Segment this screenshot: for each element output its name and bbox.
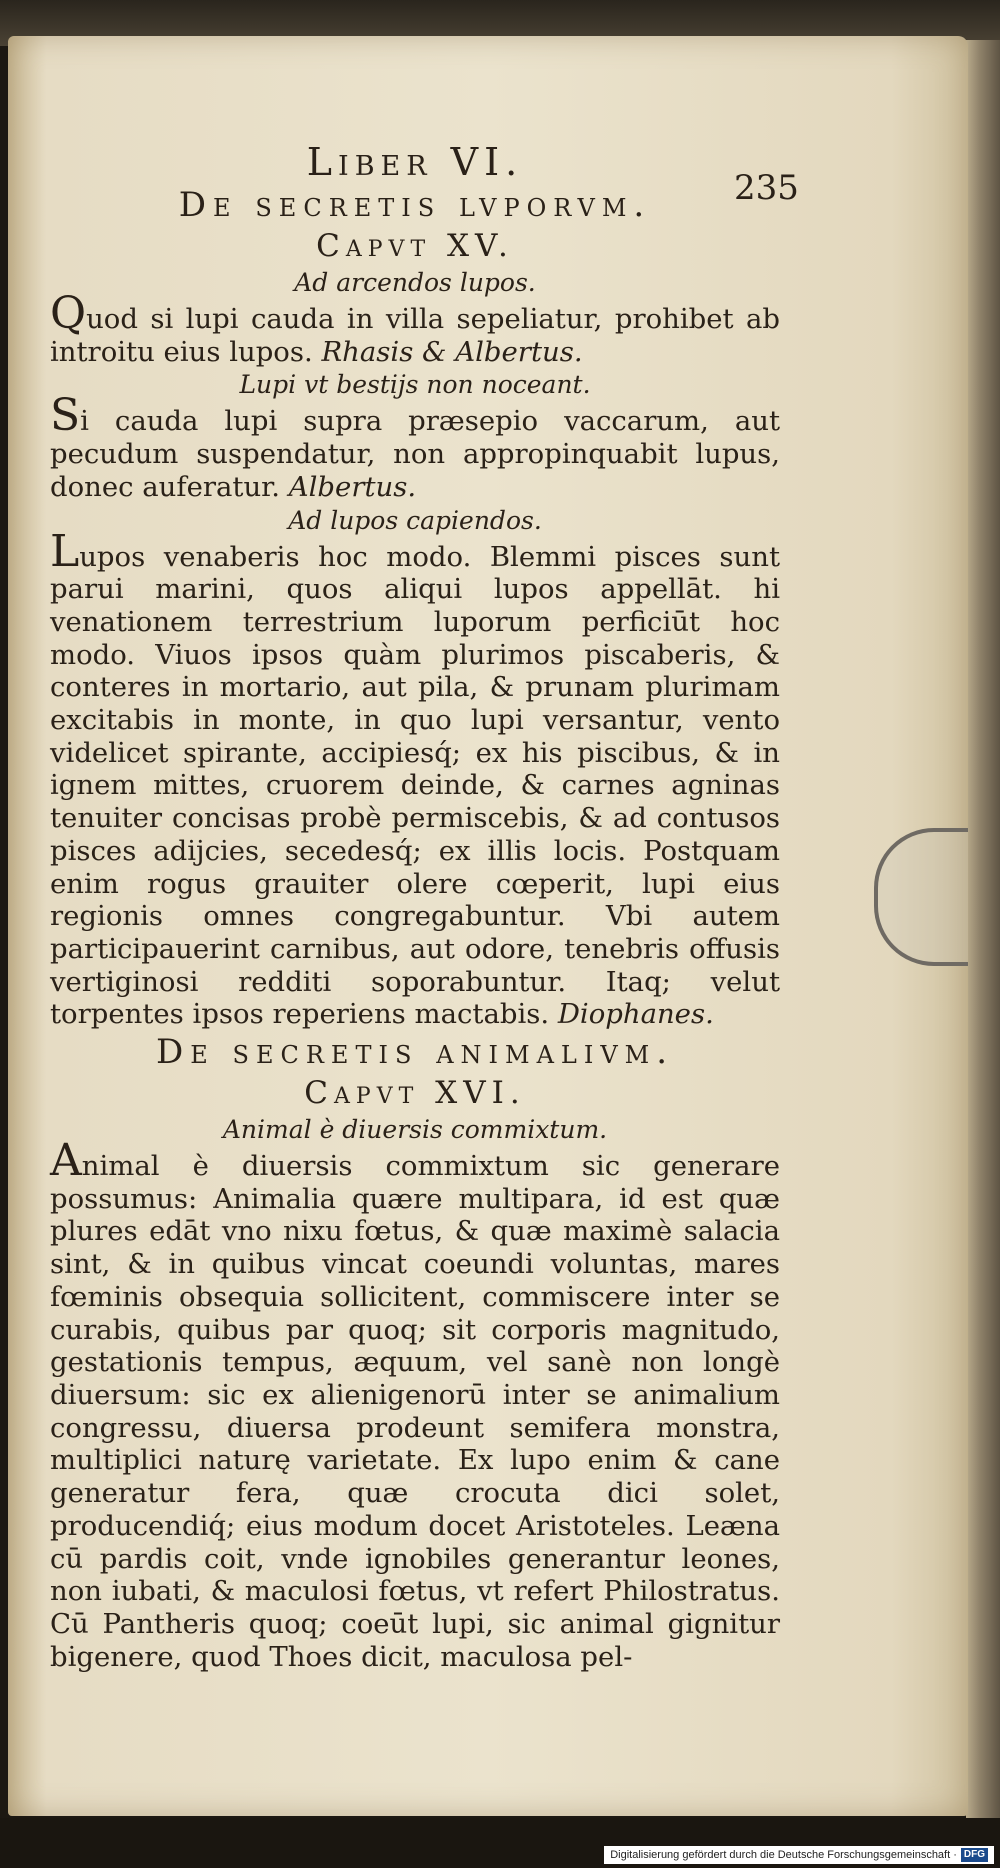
section-title-animals: De secretis animalivm. — [155, 1032, 675, 1073]
rubric-ad-arcendos: Ad arcendos lupos. — [294, 268, 536, 297]
initial-letter: S — [50, 390, 81, 442]
paragraph-text: i cauda lupi supra præsepio vaccarum, aut pecudum suspendatur, non appropinquabit lupus, donec auferatur. — [50, 405, 780, 503]
page-clip — [874, 828, 968, 966]
rubric-animal-commixtum: Animal è diuersis commixtum. — [222, 1115, 608, 1145]
paragraph-text: nimal è diuersis commixtum sic generare possumus: Animalia quære multipara, id est quæ plures edāt vno nixu fœtus, & quæ maximè salacia sint, & in quibus vincat coeundi voluntas, mares fœminis obsequia sollicitent, commiscere inter se curabis, quibus par quoq; sit corporis magnitudo, gestationis tempus, æquum, vel sanè non longè diuersum: sic ex alienigenorū inter se animalium congressu, diuersa prodeunt semifera monstra, multiplici naturę varietate. Ex lupo enim & cane generatur fera, quæ crocuta dici solet, producendiq́; eius modum docet Aristoteles. Leæna cū pardis coit, vnde ignobiles generantur leones, non iubati, & maculosi fœtus, vt refert Philostratus. Cū Pantheris quoq; coeūt lupi, sic animal gignitur bigenere, quod Thoes dicit, maculosa pel- — [50, 1150, 780, 1673]
citation: Diophanes. — [557, 998, 714, 1031]
dfg-logo: DFG — [961, 1848, 988, 1862]
paragraph-text: upos venaberis hoc modo. Blemmi pisces sunt parui marini, quos aliqui lupos appellāt. hi venationem terrestrium luporum perficiūt hoc modo. Viuos ipsos quàm plurimos piscaberis, & conteres in mortario, aut pila, & prunam plurimam excitabis in monte, in quo lupi versantur, vento videlicet spirante, accipiesq́; ex his piscibus, & in ignem mittes, cruorem deinde, & carnes agninas tenuiter concisas probè permiscebis, & ad contusos pisces adijcies, secedesq́; ex illis locis. Postquam enim rogus grauiter olere cœperit, lupi eius regionis omnes congregabuntur. Vbi autem participauerint carnibus, aut odore, tenebris offusis vertiginosi redditi soporabuntur. Itaq; velut torpentes ipsos reperiens mactabis. — [50, 540, 780, 1031]
citation: Albertus. — [288, 470, 417, 503]
digitization-footer — [604, 1846, 994, 1864]
rubric-lupi-vt: Lupi vt bestijs non noceant. — [239, 370, 591, 400]
book-heading: Liber VI. — [306, 140, 524, 184]
page-text — [50, 140, 780, 1673]
citation: Rhasis & Albertus. — [321, 335, 583, 368]
chapter-heading-15: Capvt XV. — [316, 228, 514, 264]
chapter-heading-16: Capvt XVI. — [304, 1075, 526, 1112]
paragraph-1 — [50, 288, 780, 368]
section-title-wolves: De secretis lvporvm. — [178, 185, 652, 225]
rubric-ad-lupos-capiendos: Ad lupos capiendos. — [288, 505, 542, 535]
paragraph-2 — [50, 390, 780, 503]
initial-letter: Q — [50, 288, 87, 339]
page-number: 235 — [734, 168, 799, 208]
paragraph-3 — [50, 525, 780, 1032]
initial-letter: L — [50, 525, 80, 577]
book-edge-right — [966, 40, 1000, 1820]
footer-text: Digitalisierung gefördert durch die Deutsche Forschungsgemeinschaft · — [610, 1849, 957, 1861]
initial-letter: A — [50, 1135, 82, 1187]
paragraph-4 — [50, 1135, 780, 1673]
paragraph-text: uod si lupi cauda in villa sepeliatur, prohibet ab introitu eius lupos. — [50, 303, 780, 368]
